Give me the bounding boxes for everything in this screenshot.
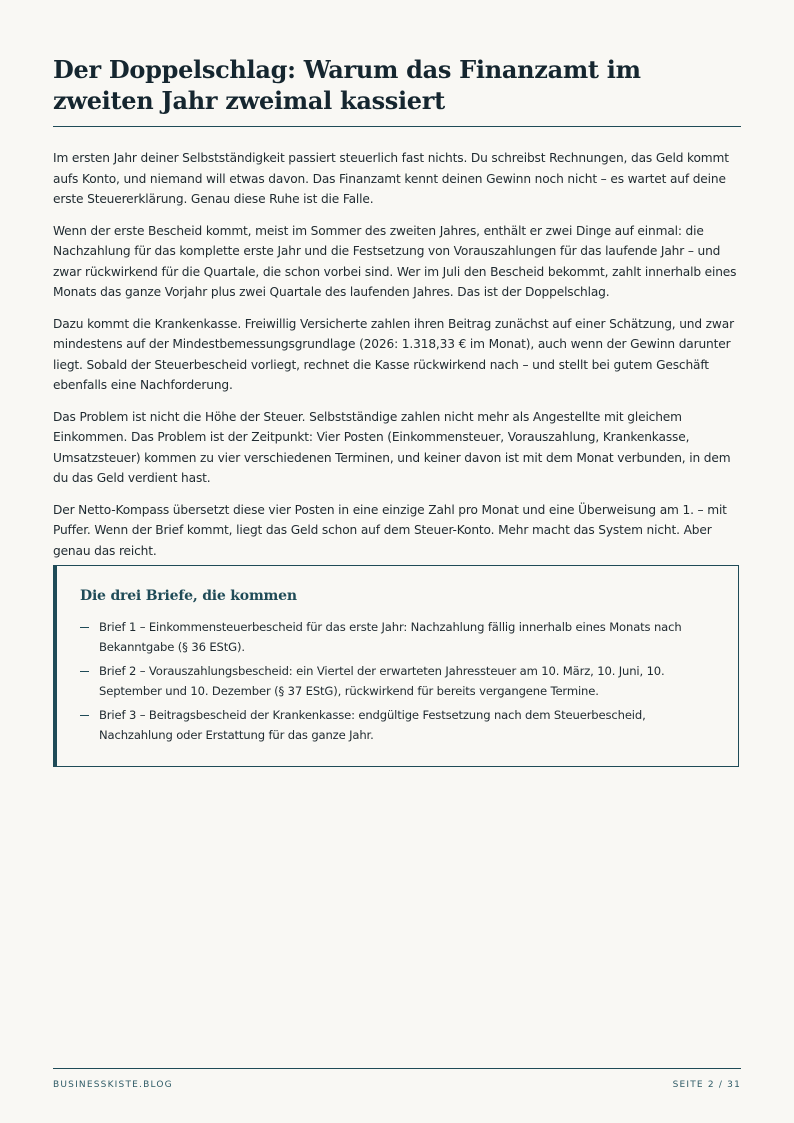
paragraph-2: Wenn der erste Bescheid kommt, meist im Sommer des zweiten Jahres, enthält er zwei Dinge auf einmal: die Nachzahlung für das komplette erste Jahr und die Festsetzung von Vorauszahlungen für das laufende Jahr – und zwar rückwirkend für die Quartale, die schon vorbei sind. Wer im Juli den Bescheid bekommt, zahlt innerhalb eines Monats das ganze Vorjahr plus zwei Quartale des laufenden Jahres. Das ist der Doppelschlag. (53, 223, 737, 299)
footer-site-name: BUSINESSKISTE.BLOG (53, 1080, 173, 1090)
dash-bullet-icon (80, 715, 89, 716)
paragraph-3: Dazu kommt die Krankenkasse. Freiwillig Versicherte zahlen ihren Beitrag zunächst auf einer Schätzung, und zwar mindestens auf der Mindestbemessungsgrundlage (2026: 1.318,33 € im Monat), auch wenn der Gewinn darunter liegt. Sobald der Steuerbescheid vorliegt, rechnet die Kasse rückwirkend nach – und stellt bei gutem Geschäft ebenfalls eine Nachforderung. (53, 316, 734, 392)
title-divider (53, 126, 741, 127)
callout-title: Die drei Briefe, die kommen (80, 588, 297, 604)
list-item (80, 618, 720, 657)
list-item-text: Brief 2 – Vorauszahlungsbescheid: ein Viertel der erwarteten Jahressteuer am 10. März, 10. Juni, 10. September und 10. Dezember (§ 37 EStG), rückwirkend für bereits vergangene Termine. (99, 664, 665, 698)
footer-page-number: SEITE 2 / 31 (672, 1080, 741, 1090)
paragraph-5: Der Netto-Kompass übersetzt diese vier Posten in eine einzige Zahl pro Monat und eine Überweisung am 1. – mit Puffer. Wenn der Brief kommt, liegt das Geld schon auf dem Steuer-Konto. Mehr macht das System nicht. Aber genau das reicht. (53, 502, 727, 558)
list-item-text: Brief 1 – Einkommensteuerbescheid für das erste Jahr: Nachzahlung fällig innerhalb eines Monats nach Bekanntgabe (§ 36 EStG). (99, 620, 682, 654)
list-item-text: Brief 3 – Beitragsbescheid der Krankenkasse: endgültige Festsetzung nach dem Steuerbescheid, Nachzahlung oder Erstattung für das ganze Jahr. (99, 708, 646, 742)
paragraph-4: Das Problem ist nicht die Höhe der Steuer. Selbstständige zahlen nicht mehr als Angestellte mit gleichem Einkommen. Das Problem ist der Zeitpunkt: Vier Posten (Einkommensteuer, Vorauszahlung, Krankenkasse, Umsatzsteuer) kommen zu vier verschiedenen Terminen, und keiner davon ist mit dem Monat verbunden, in dem du das Geld verdient hast. (53, 409, 731, 485)
dash-bullet-icon (80, 627, 89, 628)
letters-list (80, 618, 720, 750)
letters-callout-box (53, 565, 739, 767)
paragraph-1: Im ersten Jahr deiner Selbstständigkeit passiert steuerlich fast nichts. Du schreibst Rechnungen, das Geld kommt aufs Konto, und niemand will etwas davon. Das Finanzamt kennt deinen Gewinn noch nicht – es wartet auf deine erste Steuererklärung. Genau diese Ruhe ist die Falle. (53, 151, 729, 206)
article-title: Der Doppelschlag: Warum das Finanzamt im zweiten Jahr zweimal kassiert (53, 55, 641, 115)
list-item (80, 706, 720, 745)
dash-bullet-icon (80, 671, 89, 672)
list-item (80, 662, 720, 701)
footer-divider (53, 1068, 741, 1069)
article-body (53, 148, 741, 572)
document-page (53, 0, 741, 1123)
